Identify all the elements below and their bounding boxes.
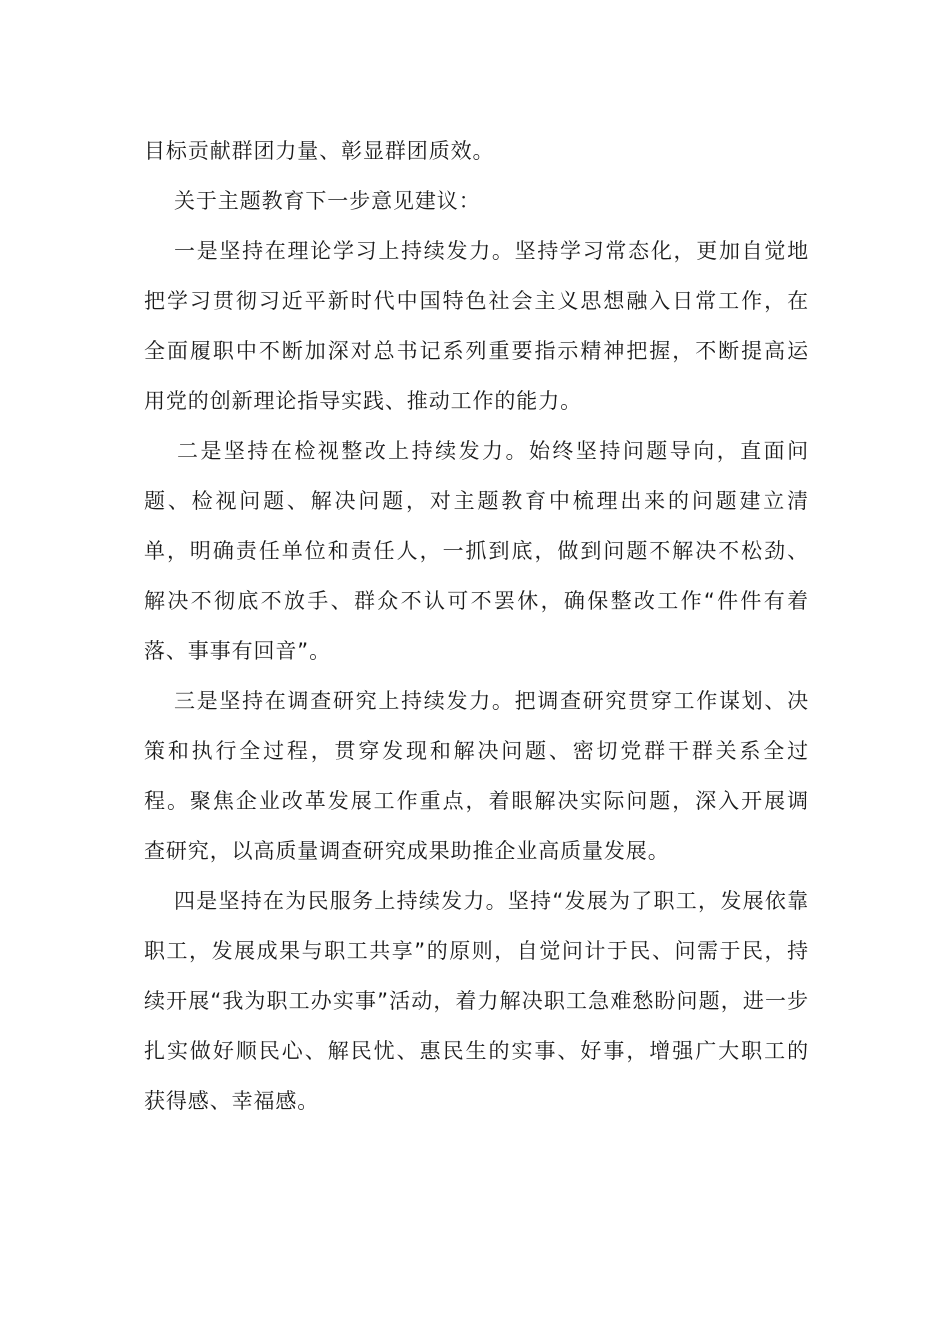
text-line: 用党的创新理论指导实践、推动工作的能力。 xyxy=(144,389,582,413)
text-line: 获得感、幸福感。 xyxy=(144,1089,320,1113)
text-line: 题、检视问题、解决问题，对主题教育中梳理出来的问题建立清 xyxy=(144,489,809,513)
text-line: 落、事事有回音”。 xyxy=(144,639,331,663)
text-line: 单，明确责任单位和责任人，一抓到底，做到问题不解决不松劲、 xyxy=(144,539,809,563)
paragraph-investigation-research xyxy=(144,676,809,876)
text-line: 二是坚持在检视整改上持续发力。始终坚持问题导向，直面问 xyxy=(177,439,809,463)
text-line: 扎实做好顺民心、解民忧、惠民生的实事、好事，增强广大职工的 xyxy=(144,1039,809,1063)
text-line: 策和执行全过程，贯穿发现和解决问题、密切党群干群关系全过 xyxy=(144,739,809,763)
text-line: 程。聚焦企业改革发展工作重点，着眼解决实际问题，深入开展调 xyxy=(144,789,809,813)
paragraph-suggestions-heading xyxy=(144,176,809,226)
text-line: 一是坚持在理论学习上持续发力。坚持学习常态化，更加自觉地 xyxy=(174,239,809,263)
text-line: 职工，发展成果与职工共享”的原则，自觉问计于民、问需于民，持 xyxy=(144,939,809,963)
paragraph-theory-study xyxy=(144,226,809,426)
paragraph-closing-fragment xyxy=(144,126,809,176)
text-line: 解决不彻底不放手、群众不认可不罢休，确保整改工作“件件有着 xyxy=(144,589,809,613)
text-line: 查研究，以高质量调查研究成果助推企业高质量发展。 xyxy=(144,839,670,863)
paragraph-serving-people xyxy=(144,876,809,1126)
text-line: 三是坚持在调查研究上持续发力。把调查研究贯穿工作谋划、决 xyxy=(174,689,809,713)
text-line: 关于主题教育下一步意见建议： xyxy=(174,189,481,213)
text-line: 续开展“我为职工办实事”活动，着力解决职工急难愁盼问题，进一步 xyxy=(144,989,809,1013)
text-line: 目标贡献群团力量、彰显群团质效。 xyxy=(144,139,495,163)
text-line: 四是坚持在为民服务上持续发力。坚持“发展为了职工，发展依靠 xyxy=(174,889,809,913)
text-line: 把学习贯彻习近平新时代中国特色社会主义思想融入日常工作，在 xyxy=(144,289,809,313)
text-line: 全面履职中不断加深对总书记系列重要指示精神把握，不断提高运 xyxy=(144,339,809,363)
paragraph-inspection-rectification xyxy=(144,426,809,676)
document-body xyxy=(144,126,809,1126)
